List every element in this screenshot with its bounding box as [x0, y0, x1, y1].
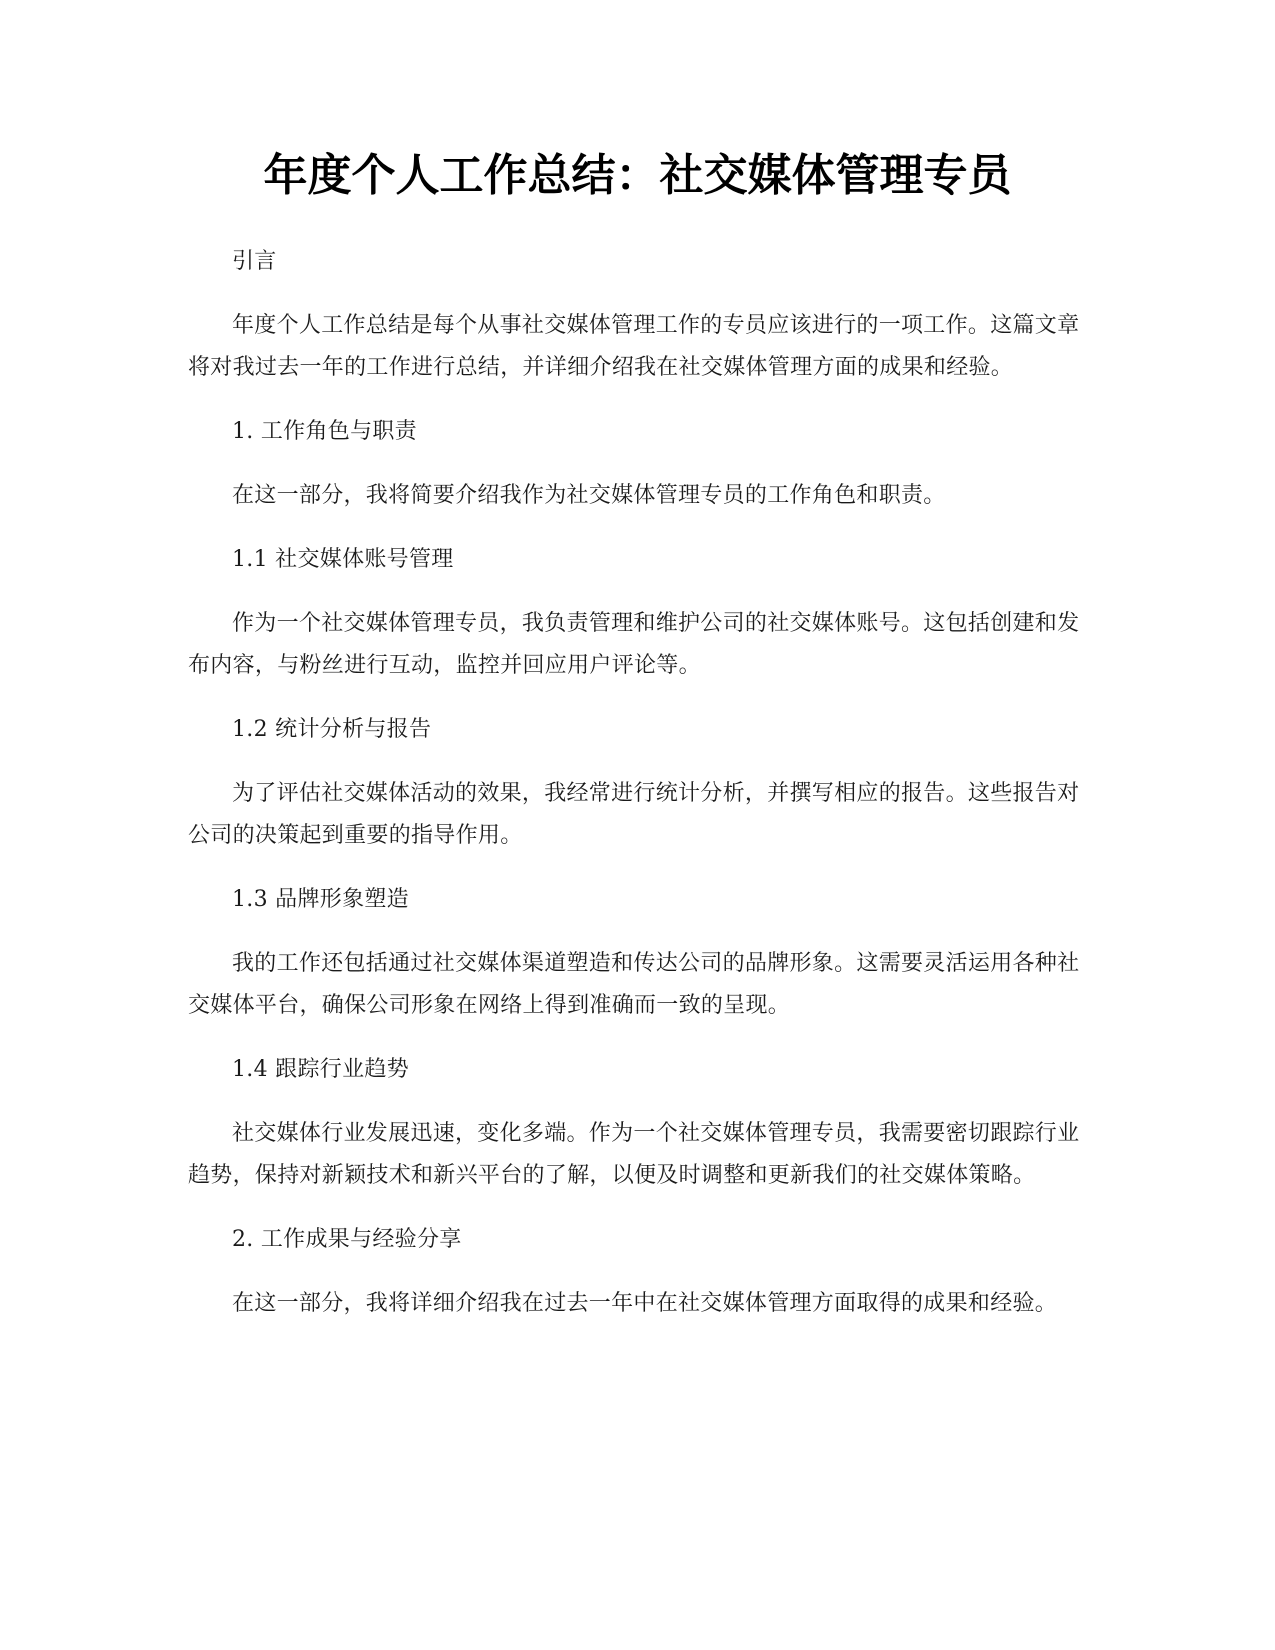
document-body — [188, 241, 1088, 1347]
heading-section-1-1: 1.1 社交媒体账号管理 — [232, 547, 454, 572]
heading-section-1: 1. 工作角色与职责 — [232, 419, 417, 444]
paragraph-section-1-2: 为了评估社交媒体活动的效果，我经常进行统计分析，并撰写相应的报告。这些报告对公司的决策起到重要的指导作用。 — [188, 781, 1080, 848]
heading-section-1-3: 1.3 品牌形象塑造 — [232, 887, 409, 912]
paragraph-section-1-1: 作为一个社交媒体管理专员，我负责管理和维护公司的社交媒体账号。这包括创建和发布内容，与粉丝进行互动，监控并回应用户评论等。 — [188, 611, 1080, 678]
paragraph-section-1: 在这一部分，我将简要介绍我作为社交媒体管理专员的工作角色和职责。 — [232, 483, 946, 508]
page-title: 年度个人工作总结：社交媒体管理专员 — [263, 150, 1012, 201]
paragraph-intro: 年度个人工作总结是每个从事社交媒体管理工作的专员应该进行的一项工作。这篇文章将对我过去一年的工作进行总结，并详细介绍我在社交媒体管理方面的成果和经验。 — [188, 313, 1080, 380]
heading-section-1-2: 1.2 统计分析与报告 — [232, 717, 432, 742]
heading-intro: 引言 — [232, 249, 277, 274]
paragraph-section-1-4: 社交媒体行业发展迅速，变化多端。作为一个社交媒体管理专员，我需要密切跟踪行业趋势，保持对新颖技术和新兴平台的了解，以便及时调整和更新我们的社交媒体策略。 — [188, 1121, 1080, 1188]
paragraph-section-2: 在这一部分，我将详细介绍我在过去一年中在社交媒体管理方面取得的成果和经验。 — [232, 1291, 1058, 1316]
paragraph-section-1-3: 我的工作还包括通过社交媒体渠道塑造和传达公司的品牌形象。这需要灵活运用各种社交媒体平台，确保公司形象在网络上得到准确而一致的呈现。 — [188, 951, 1080, 1018]
heading-section-2: 2. 工作成果与经验分享 — [232, 1227, 462, 1252]
heading-section-1-4: 1.4 跟踪行业趋势 — [232, 1057, 409, 1082]
